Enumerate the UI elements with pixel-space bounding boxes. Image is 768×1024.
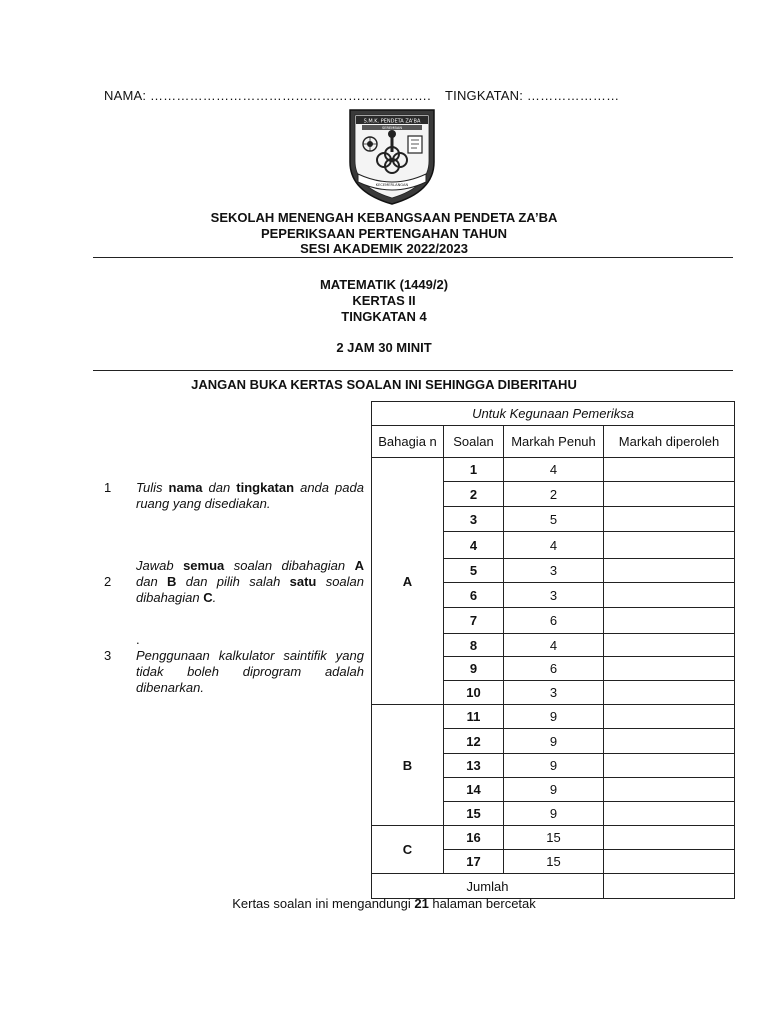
full-marks: 4 (504, 458, 604, 482)
marks-obtained-input[interactable] (604, 559, 735, 583)
marks-obtained-input[interactable] (604, 826, 735, 850)
academic-session: SESI AKADEMIK 2022/2023 (300, 241, 468, 256)
school-name: SEKOLAH MENENGAH KEBANGSAAN PENDETA ZA’BA (210, 210, 558, 225)
full-marks: 9 (504, 729, 604, 754)
marks-obtained-input[interactable] (604, 754, 735, 778)
marks-obtained-input[interactable] (604, 657, 735, 681)
full-marks: 9 (504, 778, 604, 802)
marks-obtained-input[interactable] (604, 634, 735, 657)
full-marks: 9 (504, 754, 604, 778)
header-marks-obtained: Markah diperoleh (604, 426, 735, 458)
question-number: 5 (444, 559, 504, 583)
marks-obtained-input[interactable] (604, 583, 735, 608)
full-marks: 3 (504, 583, 604, 608)
full-marks: 9 (504, 802, 604, 826)
marks-obtained-input[interactable] (604, 681, 735, 705)
subject-title: MATEMATIK (1449/2) (319, 277, 449, 292)
exam-duration: 2 JAM 30 MINIT (336, 340, 432, 355)
instruction-3: . 3 Penggunaan kalkulator saintifik yang tidak boleh diprogram adalah dibenarkan. (104, 632, 364, 695)
instruction-2: 2 Jawab semua soalan dibahagian A dan B dan pilih salah satu soalan dibahagian C. (104, 558, 365, 605)
question-number: 10 (444, 681, 504, 705)
svg-text:S.M.K. PENDETA ZA'BA: S.M.K. PENDETA ZA'BA (363, 118, 421, 125)
header-question: Soalan (444, 426, 504, 458)
full-marks: 3 (504, 681, 604, 705)
section-label: A (372, 458, 444, 705)
table-row (372, 705, 735, 729)
marks-obtained-input[interactable] (604, 729, 735, 754)
question-number: 1 (444, 458, 504, 482)
divider-top (93, 257, 733, 258)
section-label: B (372, 705, 444, 826)
question-number: 3 (444, 507, 504, 532)
marks-obtained-input[interactable] (604, 850, 735, 874)
full-marks: 4 (504, 532, 604, 559)
question-number: 8 (444, 634, 504, 657)
school-crest-logo (346, 104, 438, 206)
page-count-note: Kertas soalan ini mengandungi 21 halaman bercetak (232, 896, 536, 911)
question-number: 15 (444, 802, 504, 826)
divider-bottom (93, 370, 733, 371)
class-field[interactable]: TINGKATAN: ………………… (445, 88, 620, 103)
question-number: 7 (444, 608, 504, 634)
full-marks: 15 (504, 850, 604, 874)
svg-text:KECEMERLANGAN: KECEMERLANGAN (375, 183, 409, 187)
full-marks: 2 (504, 482, 604, 507)
marks-obtained-input[interactable] (604, 705, 735, 729)
question-number: 12 (444, 729, 504, 754)
question-number: 13 (444, 754, 504, 778)
question-number: 9 (444, 657, 504, 681)
student-info-line (104, 88, 619, 103)
question-number: 16 (444, 826, 504, 850)
full-marks: 9 (504, 705, 604, 729)
examiner-marks-table (371, 401, 735, 899)
marks-obtained-input[interactable] (604, 802, 735, 826)
do-not-open-warning: JANGAN BUKA KERTAS SOALAN INI SEHINGGA DIBERITAHU (191, 377, 577, 392)
question-number: 14 (444, 778, 504, 802)
marks-obtained-input[interactable] (604, 778, 735, 802)
marks-obtained-input[interactable] (604, 482, 735, 507)
header-full-marks: Markah Penuh (504, 426, 604, 458)
full-marks: 15 (504, 826, 604, 850)
table-title: Untuk Kegunaan Pemeriksa (372, 402, 735, 426)
table-row (372, 458, 735, 482)
marks-obtained-input[interactable] (604, 532, 735, 559)
header-section: Bahagia n (372, 426, 444, 458)
exam-title: PEPERIKSAAN PERTENGAHAN TAHUN (260, 226, 508, 241)
instruction-1: 1 Tulis nama dan tingkatan anda pada ruang yang disediakan. (104, 480, 364, 511)
paper-number: KERTAS II (352, 293, 416, 308)
question-number: 6 (444, 583, 504, 608)
name-field[interactable]: NAMA: ………………………………………………………. (104, 88, 431, 103)
svg-text:SEREMBAN: SEREMBAN (381, 126, 403, 130)
full-marks: 6 (504, 608, 604, 634)
full-marks: 6 (504, 657, 604, 681)
marks-obtained-input[interactable] (604, 458, 735, 482)
question-number: 11 (444, 705, 504, 729)
form-level: TINGKATAN 4 (341, 309, 427, 324)
total-label: Jumlah (372, 874, 604, 899)
full-marks: 5 (504, 507, 604, 532)
section-label: C (372, 826, 444, 874)
marks-obtained-input[interactable] (604, 608, 735, 634)
question-number: 17 (444, 850, 504, 874)
full-marks: 4 (504, 634, 604, 657)
marks-obtained-input[interactable] (604, 507, 735, 532)
total-marks-input[interactable] (604, 874, 735, 899)
question-number: 2 (444, 482, 504, 507)
table-row (372, 826, 735, 850)
full-marks: 3 (504, 559, 604, 583)
question-number: 4 (444, 532, 504, 559)
